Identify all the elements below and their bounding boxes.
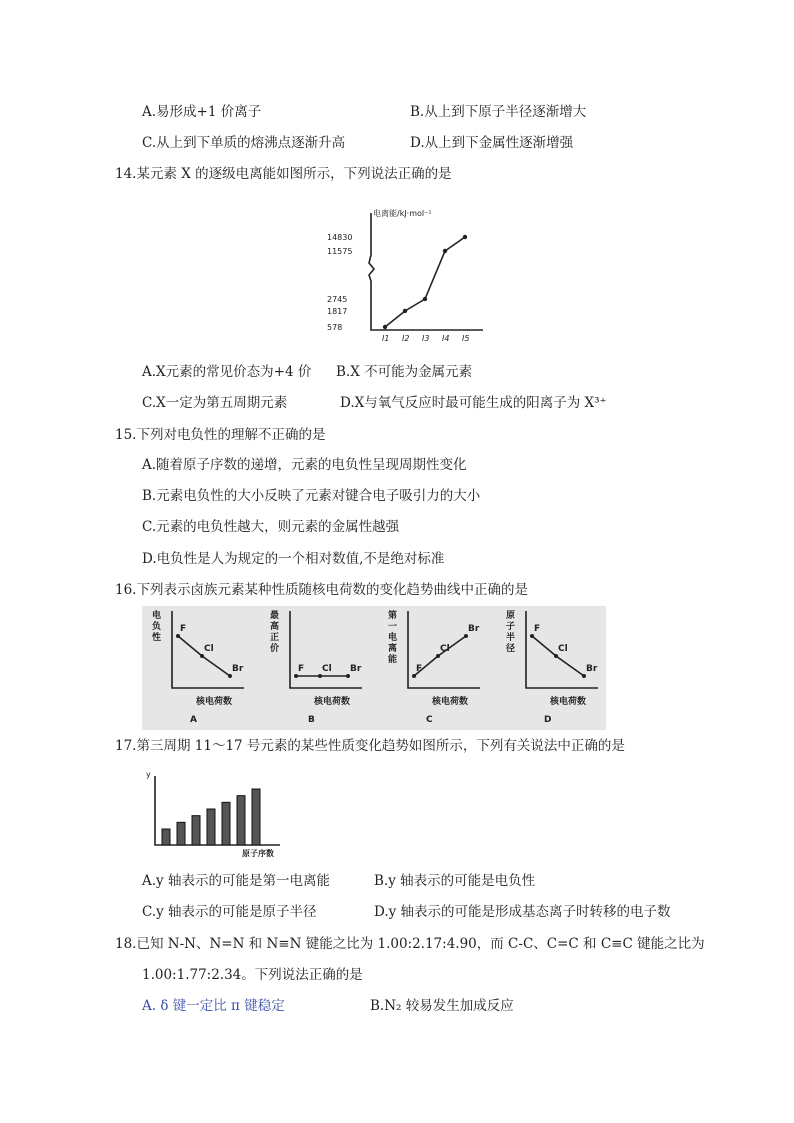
q16-ylabel-A-0: 电 xyxy=(152,611,162,621)
q16-ylabel-D-3: 径 xyxy=(506,644,516,654)
q16-point-C-Cl xyxy=(436,654,440,658)
q13-option-c: C.从上到下单质的熔沸点逐渐升高 xyxy=(142,135,346,151)
q14-series-line xyxy=(385,237,465,327)
q14-xtick-I4: I4 xyxy=(442,334,450,343)
q17-bar-16 xyxy=(237,796,245,845)
q16-xlabel-B: 核电荷数 xyxy=(314,697,351,707)
q18-option-a: A. δ 键一定比 π 键稳定 xyxy=(142,998,285,1014)
q16-xlabel-C: 核电荷数 xyxy=(432,697,469,707)
q15-stem: 15.下列对电负性的理解不正确的是 xyxy=(115,427,326,443)
q14-option-d: D.X与氧气反应时最可能生成的阳离子为 X³⁺ xyxy=(340,395,607,411)
q16-pointlabel-C-Br: Br xyxy=(468,624,480,634)
q16-pointlabel-A-Cl: Cl xyxy=(204,644,214,654)
q14-option-a: A.X元素的常见价态为+4 价 xyxy=(142,364,312,380)
q16-pointlabel-D-Cl: Cl xyxy=(558,644,568,654)
q16-ylabel-C-0: 第 xyxy=(388,611,398,621)
q16-label-D: D xyxy=(544,715,552,725)
q16-ylabel-B-0: 最 xyxy=(270,611,280,621)
q16-stem: 16.下列表示卤族元素某种性质随核电荷数的变化趋势曲线中正确的是 xyxy=(115,582,528,598)
q16-panel-B xyxy=(270,609,362,725)
q17-bar-chart xyxy=(140,768,290,860)
q14-xtick-I5: I5 xyxy=(462,334,470,343)
q16-ylabel-C-4: 能 xyxy=(388,655,398,665)
q14-ytick-0: 578 xyxy=(327,323,343,332)
q16-panel-A xyxy=(151,609,244,725)
q16-ylabel-A-1: 负 xyxy=(152,622,162,632)
q16-ylabel-B-1: 高 xyxy=(270,622,280,632)
q16-point-D-Cl xyxy=(554,654,558,658)
q16-ylabel-B-2: 正 xyxy=(270,633,280,643)
q14-point-I5 xyxy=(463,235,467,239)
q17-bar-17 xyxy=(252,789,260,845)
q16-point-C-Br xyxy=(464,634,468,638)
q14-ytick-3: 11575 xyxy=(327,247,353,256)
q14-ytick-4: 14830 xyxy=(327,233,353,242)
q14-stem: 14.某元素 X 的逐级电离能如图所示，下列说法正确的是 xyxy=(115,166,452,182)
q14-point-I4 xyxy=(443,249,447,253)
q16-pointlabel-D-F: F xyxy=(534,624,541,634)
q16-label-B: B xyxy=(308,715,315,725)
q16-halogen-charts xyxy=(142,606,606,730)
q16-ylabel-D-1: 子 xyxy=(506,622,516,632)
q14-point-I1 xyxy=(383,325,387,329)
q17-x-axis-label: 原子序数 xyxy=(242,849,274,858)
q16-label-A: A xyxy=(190,715,197,725)
q13-option-d: D.从上到下金属性逐渐增强 xyxy=(410,135,574,151)
q17-option-c: C.y 轴表示的可能是原子半径 xyxy=(142,904,317,920)
q16-point-C-F xyxy=(412,674,416,678)
q16-pointlabel-B-F: F xyxy=(298,664,305,674)
q15-option-b: B.元素电负性的大小反映了元素对键合电子吸引力的大小 xyxy=(142,488,481,504)
q16-pointlabel-A-F: F xyxy=(180,624,187,634)
q16-point-A-F xyxy=(176,634,180,638)
q17-option-d: D.y 轴表示的可能是形成基态离子时转移的电子数 xyxy=(374,904,671,920)
q16-pointlabel-B-Cl: Cl xyxy=(322,664,332,674)
q14-option-b: B.X 不可能为金属元素 xyxy=(336,364,473,380)
q14-y-axis-label: 电离能/kJ·mol⁻¹ xyxy=(373,209,432,218)
q16-point-B-Br xyxy=(346,674,350,678)
q14-ionization-chart xyxy=(325,205,490,345)
q14-ytick-1: 1817 xyxy=(327,306,348,316)
q16-xlabel-D: 核电荷数 xyxy=(550,697,587,707)
q16-panel-C xyxy=(388,609,480,725)
q17-bar-12 xyxy=(177,822,185,845)
q17-bar-13 xyxy=(192,816,200,845)
q16-point-D-F xyxy=(530,634,534,638)
q16-point-B-Cl xyxy=(318,674,322,678)
q17-option-b: B.y 轴表示的可能是电负性 xyxy=(374,873,536,889)
q18-stem-continued: 1.00:1.77:2.34。下列说法正确的是 xyxy=(142,967,363,983)
q16-pointlabel-A-Br: Br xyxy=(232,664,244,674)
q16-ylabel-D-2: 半 xyxy=(506,633,516,643)
q16-pointlabel-C-Cl: Cl xyxy=(440,644,450,654)
q17-bar-15 xyxy=(222,802,230,845)
q16-point-A-Br xyxy=(228,674,232,678)
q16-ylabel-D-0: 原 xyxy=(506,611,516,621)
q16-point-B-F xyxy=(294,674,298,678)
q16-ylabel-C-3: 离 xyxy=(388,644,398,654)
q17-y-axis-label: y xyxy=(146,770,151,779)
q16-ylabel-A-2: 性 xyxy=(152,633,162,643)
q14-option-c: C.X一定为第五周期元素 xyxy=(142,395,288,411)
q16-pointlabel-C-F: F xyxy=(416,664,423,674)
q17-bar-14 xyxy=(207,809,215,845)
q16-ylabel-C-2: 电 xyxy=(388,633,398,643)
q15-option-d: D.电负性是人为规定的一个相对数值,不是绝对标准 xyxy=(142,551,445,567)
q13-option-b: B.从上到下原子半径逐渐增大 xyxy=(410,104,587,120)
q13-option-a: A.易形成+1 价离子 xyxy=(142,104,262,120)
q14-xtick-I1: I1 xyxy=(382,334,390,343)
q14-ytick-2: 2745 xyxy=(327,295,348,304)
q15-option-a: A.随着原子序数的递增，元素的电负性呈现周期性变化 xyxy=(142,457,467,473)
q17-bar-11 xyxy=(162,829,170,845)
q16-pointlabel-B-Br: Br xyxy=(350,664,362,674)
q17-stem: 17.第三周期 11～17 号元素的某些性质变化趋势如图所示，下列有关说法中正确的是 xyxy=(115,738,625,754)
q18-option-b: B.N₂ 较易发生加成反应 xyxy=(370,998,514,1014)
q16-point-A-Cl xyxy=(200,654,204,658)
q16-point-D-Br xyxy=(582,674,586,678)
q14-point-I2 xyxy=(403,309,407,313)
q16-xlabel-A: 核电荷数 xyxy=(196,697,233,707)
q14-axes xyxy=(369,213,483,330)
q17-axes xyxy=(155,776,280,845)
q14-xtick-I2: I2 xyxy=(402,334,410,343)
q15-option-c: C.元素的电负性越大，则元素的金属性越强 xyxy=(142,519,400,535)
q14-xtick-I3: I3 xyxy=(422,334,430,343)
q16-ylabel-B-3: 价 xyxy=(270,644,280,654)
q16-pointlabel-D-Br: Br xyxy=(586,664,598,674)
q14-point-I3 xyxy=(423,297,427,301)
q18-stem: 18.已知 N-N、N=N 和 N≡N 键能之比为 1.00:2.17:4.90，而 C-C、C=C 和 C≡C 键能之比为 xyxy=(115,936,705,952)
q16-panel-D xyxy=(505,609,598,725)
q16-label-C: C xyxy=(426,715,433,725)
q17-option-a: A.y 轴表示的可能是第一电离能 xyxy=(142,873,330,889)
q16-ylabel-C-1: 一 xyxy=(388,622,398,632)
